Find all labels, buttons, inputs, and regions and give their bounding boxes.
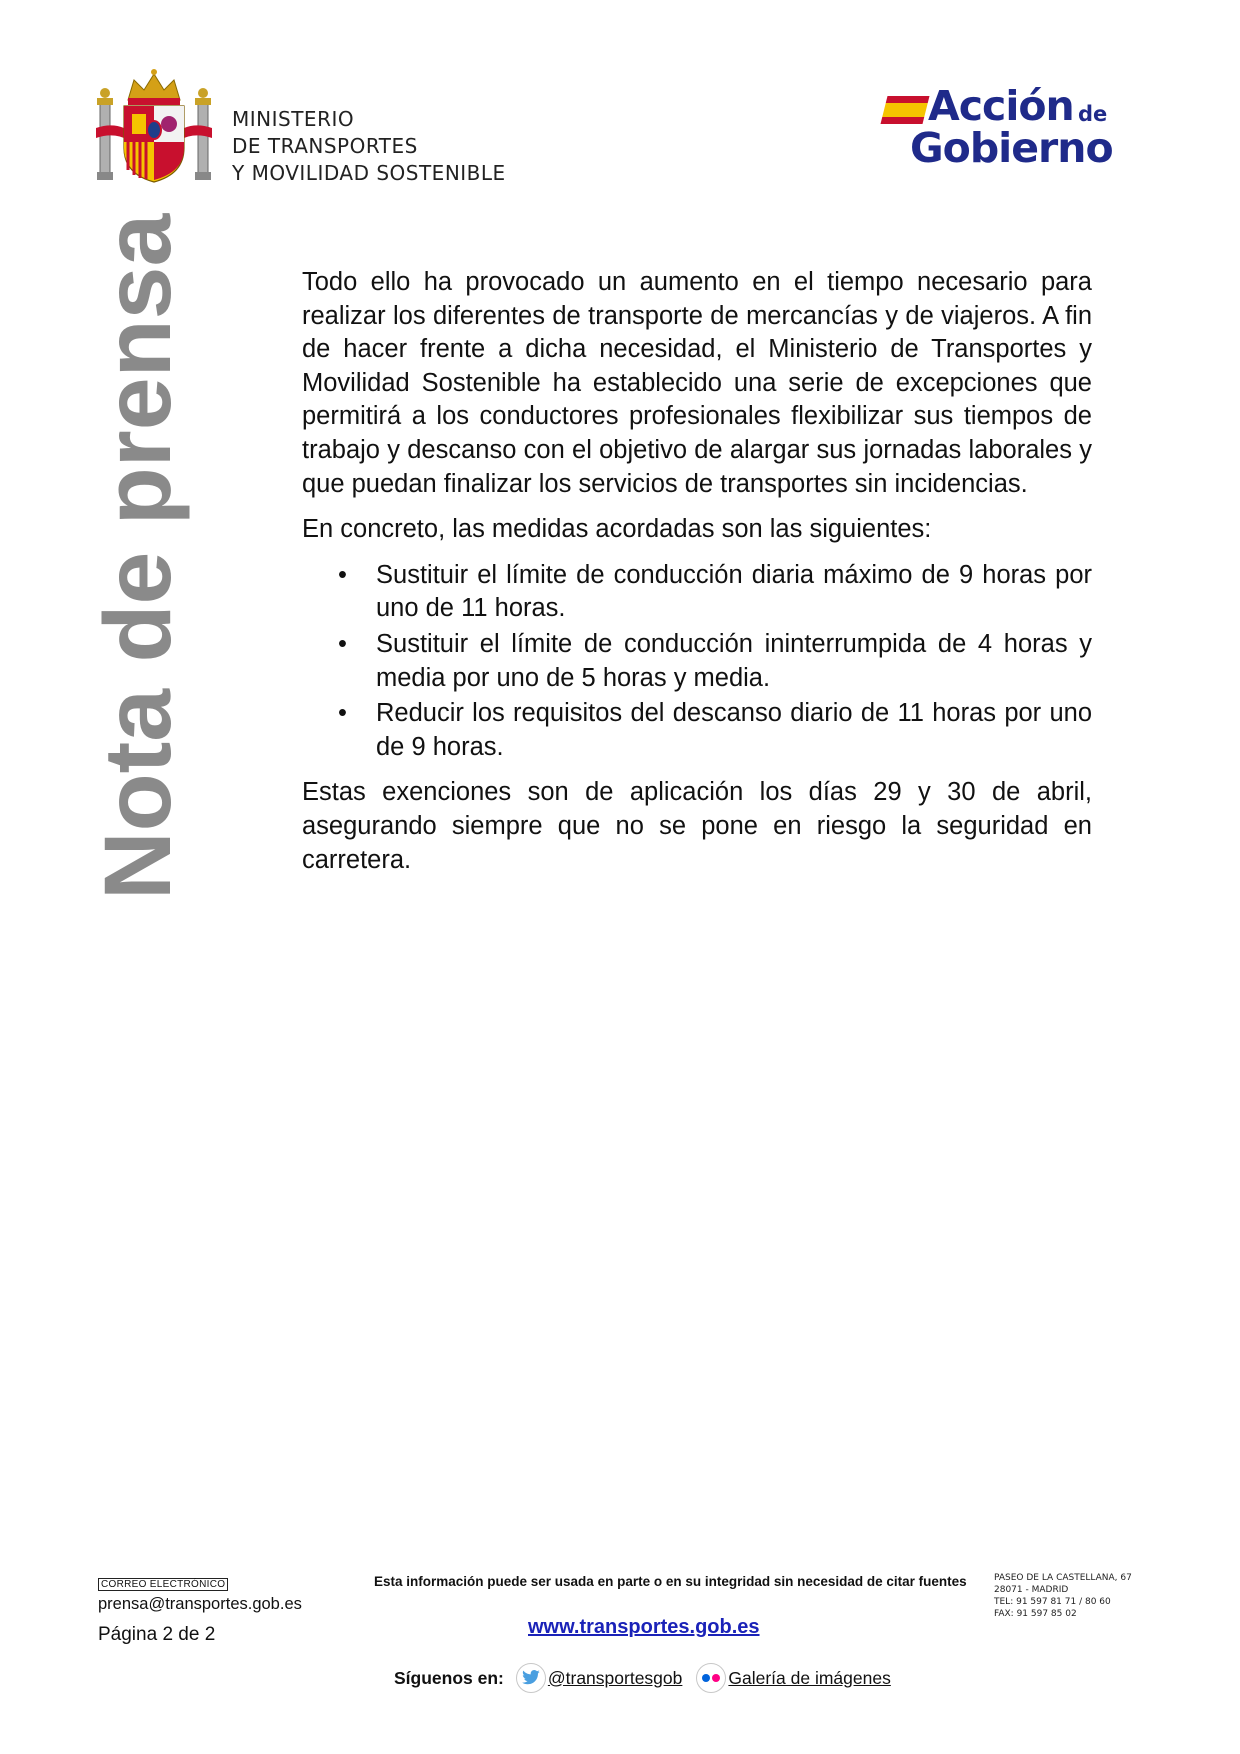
- postal-address: [994, 1572, 1132, 1620]
- usage-disclaimer: Esta información puede ser usada en parte o en su integridad sin necesidad de citar fuentes: [374, 1574, 967, 1589]
- address-line: FAX: 91 597 85 02: [994, 1609, 1077, 1619]
- list-item: • Sustituir el límite de conducción ininterrumpida de 4 horas y media por uno de 5 horas y media.: [338, 629, 1092, 692]
- spain-flag-icon: [881, 96, 930, 124]
- paragraph-measures-lead: En concreto, las medidas acordadas son las siguientes:: [302, 515, 932, 544]
- list-item: • Sustituir el límite de conducción diaria máximo de 9 horas por uno de 11 horas.: [338, 560, 1092, 623]
- logo-gobierno-text: Gobierno: [910, 124, 1113, 172]
- email-label: CORREO ELECTRÓNICO: [98, 1578, 228, 1591]
- ministry-line-3: Y MOVILIDAD SOSTENIBLE: [232, 161, 506, 185]
- gallery-link[interactable]: Galería de imágenes: [728, 1667, 891, 1688]
- press-release-body: [302, 266, 1092, 889]
- measures-list: [302, 559, 1092, 765]
- paragraph-closing: Estas exenciones son de aplicación los días 29 y 30 de abril, asegurando siempre que no se pone en riesgo la seguridad en carretera.: [302, 778, 1092, 874]
- follow-label: Síguenos en:: [394, 1667, 504, 1688]
- logo-accion-text: Acción: [928, 82, 1074, 130]
- paragraph-intro: Todo ello ha provocado un aumento en el tiempo necesario para realizar los diferentes de transporte de mercancías y de viajeros. A fin de hacer frente a dicha necesidad, el Ministerio de Transportes y Movilidad Sostenible ha establecido una serie de excepciones que permitirá a los conductores profesionales flexibilizar sus tiempos de trabajo y descanso con el objetivo de alargar sus jornadas laborales y que puedan finalizar los servicios de transportes sin incidencias.: [302, 268, 1092, 498]
- bullet-icon: •: [338, 699, 347, 728]
- bullet-icon: •: [338, 560, 347, 589]
- twitter-link[interactable]: @transportesgob: [547, 1667, 683, 1688]
- ministry-line-2: DE TRANSPORTES: [232, 134, 418, 158]
- page-number: Página 2 de 2: [98, 1624, 216, 1645]
- coat-of-arms-icon: [94, 66, 214, 186]
- press-email-link[interactable]: prensa@transportes.gob.es: [98, 1595, 302, 1613]
- address-line: TEL: 91 597 81 71 / 80 60: [994, 1597, 1111, 1607]
- twitter-icon[interactable]: [516, 1663, 546, 1693]
- bullet-icon: •: [338, 629, 347, 658]
- list-item: • Reducir los requisitos del descanso diario de 11 horas por uno de 9 horas.: [338, 699, 1092, 761]
- footer-contact: [98, 1574, 302, 1646]
- accion-de-gobierno-logo: [884, 82, 1114, 176]
- website-link[interactable]: www.transportes.gob.es: [528, 1616, 760, 1638]
- social-follow: [394, 1664, 891, 1692]
- side-title-text: Nota de prensa: [85, 213, 191, 900]
- flickr-icon[interactable]: [696, 1663, 726, 1693]
- ministry-name: [232, 106, 506, 187]
- address-line: 28071 - MADRID: [994, 1585, 1069, 1595]
- address-line: PASEO DE LA CASTELLANA, 67: [994, 1573, 1132, 1583]
- logo-de-text: de: [1078, 102, 1108, 126]
- ministry-line-1: MINISTERIO: [232, 107, 355, 131]
